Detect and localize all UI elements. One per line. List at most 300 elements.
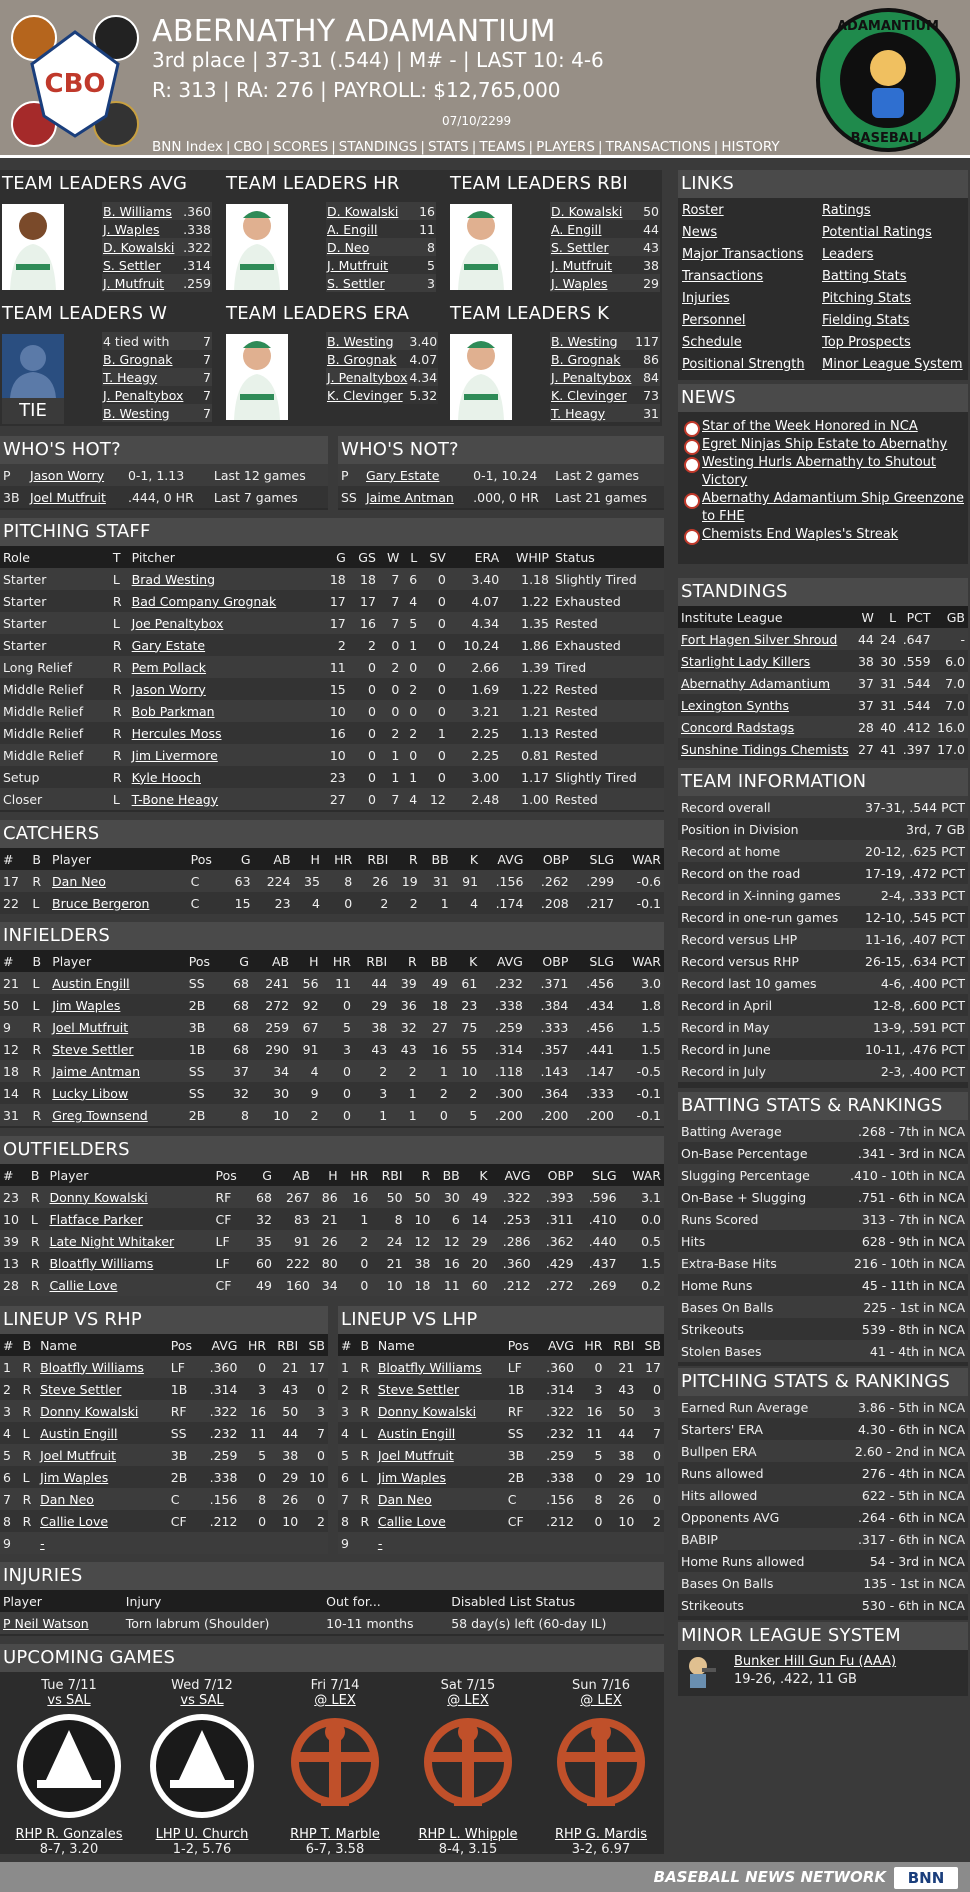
column-header: #: [341, 1337, 352, 1353]
table-cell: 38: [857, 653, 874, 669]
table-row: [338, 1356, 664, 1378]
player-link[interactable]: Greg Townsend: [52, 1107, 148, 1123]
bnn-logo[interactable]: BNN: [894, 1867, 958, 1889]
link-roster[interactable]: Roster: [682, 203, 724, 218]
probable-pitcher-link[interactable]: RHP R. Gonzales: [15, 1827, 123, 1842]
table-cell: .200: [495, 1107, 523, 1123]
table-cell: 68: [233, 997, 249, 1013]
table-cell: 12-8, .600 PCT: [872, 997, 965, 1013]
player-link[interactable]: Dan Neo: [377, 1491, 432, 1507]
team-info-title: TEAM INFORMATION: [678, 768, 968, 796]
link-fielding-stats[interactable]: Fielding Stats: [822, 313, 910, 328]
table-cell: 50: [3, 997, 19, 1013]
table-cell: 2.66: [471, 659, 500, 675]
player-link[interactable]: Donny Kowalski: [49, 1189, 148, 1205]
player-link[interactable]: Pem Pollack: [131, 659, 207, 675]
table-cell: Opponents AVG: [681, 1509, 780, 1525]
table-cell: .322: [546, 1403, 574, 1419]
table-cell: 43: [643, 239, 659, 255]
table-row: [0, 788, 664, 810]
table-cell: 8: [427, 239, 435, 255]
player-link[interactable]: S. Settler: [103, 257, 161, 273]
link-personnel[interactable]: Personnel: [682, 313, 746, 328]
game-opponent-link[interactable]: @ LEX: [447, 1693, 489, 1708]
table-cell: 4: [341, 1425, 349, 1441]
nav-teams[interactable]: TEAMS: [479, 139, 526, 155]
table-cell: 55: [461, 1041, 478, 1057]
table-cell: 628 - 9th in NCA: [861, 1233, 965, 1249]
table-cell: 31: [880, 697, 897, 713]
player-link[interactable]: Lexington Synths: [681, 697, 789, 713]
player-link[interactable]: B. Westing: [551, 333, 618, 349]
table-cell: 18: [329, 571, 346, 587]
table-cell: 17: [645, 1359, 661, 1375]
table-cell: L: [360, 1425, 368, 1441]
table-cell: 0: [437, 681, 446, 697]
player-link[interactable]: Callie Love: [40, 1513, 109, 1529]
nav-scores[interactable]: SCORES: [273, 139, 329, 155]
player-link[interactable]: B. Grognak: [327, 351, 397, 367]
player-link[interactable]: K. Clevinger: [327, 387, 403, 403]
table-cell: 26-15, .634 PCT: [865, 953, 965, 969]
player-link[interactable]: J. Waples: [551, 275, 608, 291]
opponent-logo[interactable]: [536, 1712, 666, 1823]
table-row: [0, 1356, 328, 1378]
leaders-w-table: [102, 332, 212, 422]
player-link[interactable]: Bloatfly Williams: [377, 1359, 482, 1375]
link-positional-strength[interactable]: Positional Strength: [682, 357, 805, 372]
player-link[interactable]: K. Clevinger: [551, 387, 627, 403]
player-link[interactable]: Sunshine Tidings Chemists: [681, 741, 849, 757]
table-cell: R: [112, 747, 122, 763]
table-cell: 91: [293, 1233, 310, 1249]
player-link[interactable]: -: [377, 1535, 383, 1551]
player-link[interactable]: J. Penaltybox: [551, 369, 632, 385]
player-link[interactable]: Gary Estate: [365, 467, 440, 483]
batting-rankings-title: BATTING STATS & RANKINGS: [678, 1092, 968, 1120]
probable-pitcher-link[interactable]: RHP L. Whipple: [418, 1827, 518, 1842]
table-cell: 1.86: [521, 637, 549, 653]
table-row: [678, 672, 968, 694]
table-cell: L: [360, 1469, 368, 1485]
table-cell: 0: [653, 1381, 661, 1397]
table-cell: 31: [3, 1107, 19, 1123]
player-link[interactable]: B. Grognak: [551, 351, 621, 367]
player-link[interactable]: Concord Radstags: [681, 719, 795, 735]
player-link[interactable]: J. Waples: [103, 221, 160, 237]
table-cell: 68: [233, 975, 249, 991]
player-link[interactable]: J. Mutfruit: [551, 257, 613, 273]
player-link[interactable]: Bad Company Grognak: [131, 593, 277, 609]
table-cell: 3B: [507, 1447, 525, 1463]
player-link[interactable]: Joel Mutfruit: [40, 1447, 116, 1463]
player-link[interactable]: S. Settler: [327, 275, 385, 291]
table-cell: 0: [439, 1107, 448, 1123]
link-major-transactions[interactable]: Major Transactions: [682, 247, 804, 262]
table-cell: R: [112, 725, 122, 741]
player-link[interactable]: Jaime Antman: [52, 1063, 141, 1079]
table-row: [326, 256, 436, 274]
table-row: [102, 350, 212, 368]
table-row: [550, 386, 660, 404]
player-link[interactable]: Fort Hagen Silver Shroud: [681, 631, 838, 647]
column-header: HR: [584, 1337, 603, 1353]
player-link[interactable]: A. Engill: [551, 221, 602, 237]
table-cell: 84: [643, 369, 659, 385]
player-link[interactable]: D. Kowalski: [327, 203, 399, 219]
player-link[interactable]: B. Westing: [103, 405, 170, 421]
outfielders-table: [0, 1164, 664, 1296]
player-link[interactable]: Jim Waples: [40, 1469, 109, 1485]
table-cell: 61: [461, 975, 478, 991]
player-link[interactable]: Lucky Libow: [52, 1085, 129, 1101]
player-link[interactable]: P Neil Watson: [3, 1615, 89, 1631]
table-row: [550, 256, 660, 274]
player-link[interactable]: Callie Love: [49, 1277, 118, 1293]
player-link[interactable]: D. Neo: [327, 239, 370, 255]
table-cell: P: [341, 467, 349, 483]
table-row: [678, 1318, 968, 1340]
player-link[interactable]: Donny Kowalski: [377, 1403, 477, 1419]
table-cell: .360: [546, 1359, 574, 1375]
player-link[interactable]: Bloatfly Williams: [40, 1359, 144, 1375]
table-cell: R: [30, 1189, 40, 1205]
table-cell: 9: [310, 1085, 319, 1101]
player-link[interactable]: Joel Mutfruit: [377, 1447, 454, 1463]
table-cell: 8: [344, 873, 353, 889]
table-cell: .434: [586, 997, 614, 1013]
player-link[interactable]: Flatface Parker: [49, 1211, 143, 1227]
table-cell: 0: [391, 703, 400, 719]
opponent-logo[interactable]: [403, 1712, 533, 1823]
player-link[interactable]: B. Williams: [103, 203, 172, 219]
table-cell: Record in June: [681, 1041, 771, 1057]
table-row: [678, 972, 968, 994]
player-link[interactable]: Brad Westing: [131, 571, 215, 587]
game-opponent-link[interactable]: vs SAL: [47, 1693, 91, 1708]
player-link[interactable]: J. Mutfruit: [327, 257, 389, 273]
link-batting-stats[interactable]: Batting Stats: [822, 269, 907, 284]
player-link[interactable]: S. Settler: [551, 239, 609, 255]
table-cell: 7.0: [945, 675, 965, 691]
leaders-avg-table: [102, 202, 212, 292]
table-cell: 1: [440, 895, 449, 911]
table-cell: 43: [371, 1041, 388, 1057]
player-link[interactable]: Callie Love: [377, 1513, 446, 1529]
player-link[interactable]: Abernathy Adamantium: [681, 675, 831, 691]
table-cell: Stolen Bases: [681, 1343, 762, 1359]
table-cell: Last 7 games: [213, 489, 298, 505]
link-news[interactable]: News: [682, 225, 718, 240]
table-cell: 44: [618, 1425, 635, 1441]
table-cell: 0: [367, 791, 376, 807]
nav-stats[interactable]: STATS: [427, 139, 469, 155]
upcoming-game: [403, 1678, 533, 1857]
player-link[interactable]: T-Bone Heagy: [131, 791, 219, 807]
table-cell: 0-1, 1.13: [127, 467, 185, 483]
nav-standings[interactable]: STANDINGS: [338, 139, 418, 155]
nav-transactions[interactable]: TRANSACTIONS: [605, 139, 711, 155]
table-cell: Rested: [554, 703, 598, 719]
table-row: [338, 1466, 664, 1488]
player-link[interactable]: Jason Worry: [131, 681, 206, 697]
table-cell: Bases On Balls: [681, 1299, 774, 1315]
table-row: [0, 1532, 328, 1554]
table-cell: .338: [546, 1469, 574, 1485]
news-item[interactable]: Chemists End Waples's Streak: [702, 526, 968, 544]
table-row: [678, 862, 968, 884]
table-cell: Middle Relief: [3, 725, 84, 741]
table-cell: 3.1: [641, 1189, 661, 1205]
link-transactions[interactable]: Transactions: [682, 269, 764, 284]
player-link[interactable]: Starlight Lady Killers: [681, 653, 811, 669]
table-cell: 0: [343, 997, 351, 1013]
table-cell: 16: [250, 1403, 267, 1419]
table-cell: [200, 1532, 240, 1554]
table-cell: 276 - 4th in NCA: [861, 1465, 965, 1481]
table-cell: [637, 1532, 664, 1554]
player-link[interactable]: Austin Engill: [40, 1425, 118, 1441]
table-cell: .259: [209, 1447, 238, 1463]
nav-cbo[interactable]: CBO: [233, 139, 263, 155]
news-item[interactable]: Abernathy Adamantium Ship Greenzone to FHE: [702, 490, 968, 526]
table-cell: Home Runs: [681, 1277, 753, 1293]
table-cell: Last 21 games: [555, 489, 648, 505]
table-cell: 4: [311, 895, 320, 911]
table-cell: [357, 1532, 374, 1554]
table-cell: .338: [209, 1469, 238, 1485]
table-cell: 11: [329, 659, 346, 675]
table-cell: .264 - 6th in NCA: [857, 1509, 965, 1525]
table-cell: Batting Average: [681, 1123, 782, 1139]
column-header: B: [360, 1337, 370, 1353]
nav-bnn-index[interactable]: BNN Index: [152, 139, 223, 155]
player-link[interactable]: J. Mutfruit: [103, 275, 165, 291]
table-cell: Slugging Percentage: [681, 1167, 810, 1183]
table-cell: 49: [256, 1277, 272, 1293]
news-item[interactable]: Westing Hurls Abernathy to Shutout Victory: [702, 454, 968, 490]
column-header: HR: [332, 953, 351, 969]
table-cell: 91: [302, 1041, 319, 1057]
player-link[interactable]: Hercules Moss: [131, 725, 222, 741]
svg-text:BASEBALL: BASEBALL: [850, 131, 926, 146]
player-link[interactable]: J. Penaltybox: [103, 387, 184, 403]
link-potential-ratings[interactable]: Potential Ratings: [822, 225, 932, 240]
table-row: [0, 1104, 664, 1126]
table-cell: .311: [545, 1211, 574, 1227]
player-photo: [450, 204, 512, 290]
player-link[interactable]: Bruce Bergeron: [52, 895, 150, 911]
player-link[interactable]: Jim Livermore: [131, 747, 218, 763]
player-link[interactable]: B. Grognak: [103, 351, 173, 367]
table-cell: .456: [586, 975, 614, 991]
link-schedule[interactable]: Schedule: [682, 335, 742, 350]
player-link[interactable]: Jim Waples: [52, 997, 121, 1013]
cbo-logo[interactable]: [6, 12, 144, 152]
table-row: [0, 994, 664, 1016]
news-item[interactable]: Star of the Week Honored in NCA: [702, 418, 968, 436]
player-link[interactable]: T. Heagy: [551, 405, 606, 421]
table-cell: -: [960, 631, 965, 647]
probable-pitcher-link[interactable]: RHP T. Marble: [290, 1827, 380, 1842]
table-cell: RF: [170, 1403, 187, 1419]
player-link[interactable]: Austin Engill: [52, 975, 130, 991]
link-minor-league-system[interactable]: Minor League System: [822, 357, 963, 372]
player-link[interactable]: D. Kowalski: [551, 203, 623, 219]
table-cell: 18: [431, 997, 448, 1013]
table-cell: 4.07: [471, 593, 500, 609]
table-cell: 3rd, 7 GB: [906, 821, 965, 837]
minor-league-logo: [684, 1654, 718, 1690]
game-opponent-link[interactable]: @ LEX: [580, 1693, 622, 1708]
player-link[interactable]: Dan Neo: [52, 873, 106, 889]
player-link[interactable]: Bloatfly Williams: [49, 1255, 154, 1271]
column-header: PCT: [906, 609, 931, 625]
table-cell: 1B: [170, 1381, 188, 1397]
table-cell: 49: [471, 1189, 488, 1205]
player-link[interactable]: Jaime Antman: [365, 489, 454, 505]
batting-rankings-table: [678, 1120, 968, 1362]
player-link[interactable]: Jim Waples: [377, 1469, 446, 1485]
player-link[interactable]: Steve Settler: [40, 1381, 122, 1397]
minor-league-team-link[interactable]: Bunker Hill Gun Fu (AAA): [734, 1654, 897, 1669]
player-link[interactable]: -: [40, 1535, 45, 1551]
player-link[interactable]: Steve Settler: [52, 1041, 134, 1057]
column-header: RBI: [367, 851, 389, 867]
column-header: B: [30, 1167, 40, 1183]
player-link[interactable]: Austin Engill: [377, 1425, 456, 1441]
upcoming-game: [536, 1678, 666, 1857]
news-title: NEWS: [678, 384, 968, 412]
nav-players[interactable]: PLAYERS: [536, 139, 595, 155]
table-row: [678, 1252, 968, 1274]
column-header: Out for...: [326, 1593, 381, 1609]
table-cell: 17: [329, 615, 346, 631]
table-cell: 58 day(s) left (60-day IL): [451, 1615, 607, 1631]
opponent-logo[interactable]: [4, 1712, 134, 1823]
link-injuries[interactable]: Injuries: [682, 291, 730, 306]
nav-history[interactable]: HISTORY: [721, 139, 780, 155]
player-link[interactable]: J. Penaltybox: [327, 369, 408, 385]
table-cell: 224: [266, 873, 291, 889]
table-row: [678, 650, 968, 672]
column-header: #: [3, 851, 14, 867]
table-cell: 8: [341, 1513, 349, 1529]
table-cell: 8: [394, 1211, 403, 1227]
table-cell: R: [30, 1255, 40, 1271]
table-cell: 2: [439, 1085, 448, 1101]
table-cell: 2: [409, 681, 418, 697]
table-cell: Record overall: [681, 799, 771, 815]
team-info-panel: [678, 768, 968, 1088]
table-cell: 2: [653, 1513, 661, 1529]
table-cell: 34: [321, 1277, 338, 1293]
table-cell: 3.40: [471, 571, 500, 587]
table-cell: 0: [360, 1277, 369, 1293]
column-header: Disabled List Status: [451, 1593, 576, 1609]
player-link[interactable]: Joe Penaltybox: [131, 615, 224, 631]
column-header: H: [309, 953, 319, 969]
table-cell: L: [32, 997, 40, 1013]
link-ratings[interactable]: Ratings: [822, 203, 871, 218]
column-header: Player: [52, 953, 92, 969]
player-link[interactable]: Kyle Hooch: [131, 769, 201, 785]
table-cell: 259: [265, 1019, 290, 1035]
table-cell: 50: [643, 203, 659, 219]
column-header: Player: [52, 851, 91, 867]
player-link[interactable]: Steve Settler: [377, 1381, 460, 1397]
table-cell: Record versus RHP: [681, 953, 799, 969]
table-cell: .338: [495, 997, 523, 1013]
table-cell: .259: [495, 1019, 523, 1035]
player-link[interactable]: D. Kowalski: [103, 239, 175, 255]
table-cell: 10: [309, 1469, 325, 1485]
table-cell: 36: [400, 997, 417, 1013]
table-cell: 68: [256, 1189, 272, 1205]
table-cell: 5: [594, 1447, 603, 1463]
probable-pitcher-link[interactable]: RHP G. Mardis: [554, 1827, 648, 1842]
table-cell: 8: [240, 1107, 249, 1123]
table-cell: 1.69: [471, 681, 500, 697]
table-cell: 22: [3, 895, 19, 911]
table-cell: 0: [258, 1359, 267, 1375]
column-header: R: [421, 1167, 431, 1183]
link-top-prospects[interactable]: Top Prospects: [822, 335, 911, 350]
table-row: [0, 612, 664, 634]
table-cell: 83: [293, 1211, 310, 1227]
player-link[interactable]: Joel Mutfruit: [29, 489, 106, 505]
table-row: [678, 1340, 968, 1362]
player-link[interactable]: Donny Kowalski: [40, 1403, 139, 1419]
table-cell: 7: [203, 387, 211, 403]
player-link[interactable]: Gary Estate: [131, 637, 206, 653]
player-link[interactable]: Jason Worry: [29, 467, 105, 483]
game-opponent-link[interactable]: @ LEX: [314, 1693, 356, 1708]
link-pitching-stats[interactable]: Pitching Stats: [822, 291, 912, 306]
column-header: B: [32, 851, 41, 867]
probable-pitcher-link[interactable]: LHP U. Church: [155, 1827, 249, 1842]
player-link[interactable]: A. Engill: [327, 221, 378, 237]
outfielders-title: OUTFIELDERS: [0, 1136, 664, 1164]
player-link[interactable]: T. Heagy: [103, 369, 158, 385]
player-link[interactable]: B. Westing: [327, 333, 394, 349]
table-cell: .000, 0 HR: [473, 489, 539, 505]
table-cell: 15: [234, 895, 251, 911]
player-link[interactable]: Dan Neo: [40, 1491, 94, 1507]
table-cell: 0: [437, 637, 446, 653]
game-opponent-link[interactable]: vs SAL: [180, 1693, 224, 1708]
table-cell: 3: [317, 1403, 325, 1419]
leaders-rbi-table: [550, 202, 660, 292]
table-cell: R: [32, 873, 42, 889]
news-item[interactable]: Egret Ninjas Ship Estate to Abernathy: [702, 436, 968, 454]
table-cell: 272: [265, 997, 290, 1013]
table-cell: .300: [495, 1085, 523, 1101]
table-cell: 2B: [188, 997, 206, 1013]
player-link[interactable]: Late Night Whitaker: [49, 1233, 175, 1249]
table-row: [678, 1208, 968, 1230]
column-header: HR: [350, 1167, 369, 1183]
opponent-logo[interactable]: [137, 1712, 267, 1823]
table-cell: 0: [594, 1359, 603, 1375]
opponent-logo[interactable]: [270, 1712, 400, 1823]
table-cell: R: [112, 659, 122, 675]
player-link[interactable]: Bob Parkman: [131, 703, 215, 719]
table-cell: 73: [643, 387, 659, 403]
link-leaders[interactable]: Leaders: [822, 247, 874, 262]
player-link[interactable]: Joel Mutfruit: [52, 1019, 129, 1035]
table-cell: Starter: [3, 593, 47, 609]
